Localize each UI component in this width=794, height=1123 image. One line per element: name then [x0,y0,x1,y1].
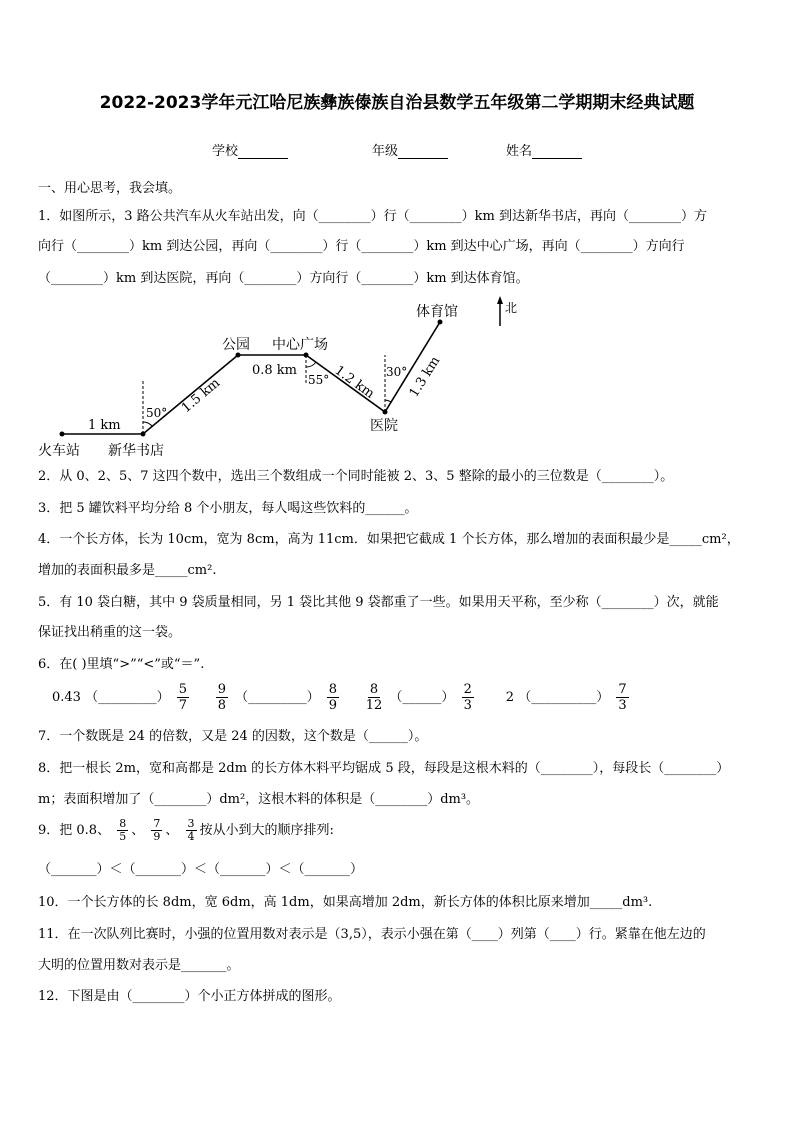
q5-line2: 保证找出稍重的这一袋。 [38,625,182,640]
angle-3: 30° [386,365,408,379]
q6-item4-blank[interactable]: （__________） [518,690,610,705]
q6-items [52,682,632,713]
q6-prompt: 6．在( )里填“>”“<”或“＝”. [38,657,205,672]
page-title: 2022-2023学年元江哈尼族彝族傣族自治县数学五年级第二学期期末经典试题 [99,93,695,113]
label-bookstore: 新华书店 [108,443,164,459]
q6-item4-fraction: $\frac{7}{3}$ [618,682,627,713]
q1-line3: （________）km 到达医院，再向（________）方向行（________）km 到达体育馆。 [38,271,529,286]
q6-item3-fraction-right: $\frac{2}{3}$ [463,682,472,713]
q9-fraction-2: $\frac{7}{9}$ [153,817,161,843]
angle-1: 50° [146,406,168,420]
park-dot [236,353,241,358]
q8-line1: 8．把一根长 2m，宽和高都是 2dm 的长方体木料平均锯成 5 段，每段是这根木料的（________），每段长（________） [38,761,730,776]
section-heading: 一、用心思考，我会填。 [38,181,182,196]
school-blank[interactable] [238,146,288,159]
dist-1: 1 km [88,418,121,433]
label-stadium: 体育馆 [416,304,458,320]
label-north: 北 [505,301,518,315]
label-hospital: 医院 [370,418,398,434]
train-station-dot [60,432,65,437]
q4-line1: 4．一个长方体，长为 10cm，宽为 8cm，高为 11cm．如果把它截成 1 个长方体，那么增加的表面积最少是_____cm²， [38,532,740,547]
angle-arc-2 [306,362,316,367]
q9-answer[interactable]: （_______）＜（_______）＜（_______）＜（_______） [38,862,364,877]
label-park: 公园 [222,337,250,353]
q5-line1: 5．有 10 袋白糖，其中 9 袋质量相同，另 1 袋比其他 9 袋都重了一些。如果用天平称，至少称（________）次，就能 [38,595,719,610]
name-field: 姓名 [506,140,582,159]
q6-item2-fraction-left: $\frac{9}{8}$ [217,682,226,713]
dist-3: 0.8 km [252,363,298,378]
label-train-station: 火车站 [38,443,80,459]
angle-arc-3 [385,400,391,402]
q12: 12．下图是由（________）个小正方体拼成的图形。 [38,989,341,1004]
q1-line1: 1．如图所示，3 路公共汽车从火车站出发，向（________）行（________）km 到达新华书店，再向（________）方 [38,209,708,224]
name-blank[interactable] [532,146,582,159]
q8-line2: m；表面积增加了（________）dm²，这根木料的体积是（________）dm³。 [38,792,480,807]
q3: 3．把 5 罐饮料平均分给 8 个小朋友，每人喝这些饮料的______。 [38,501,418,516]
q6-item2-fraction-right: $\frac{8}{9}$ [328,682,338,713]
q6-item2-blank[interactable]: （_________） [235,690,320,705]
angle-arc-1 [143,422,152,426]
q9-fraction-1: $\frac{8}{5}$ [119,817,127,843]
q9-prompt: 9．把 0.8、 $\frac{8}{5}$ 、 $\frac{7}{9}$ 、 $\frac{3}{4}$ 按从小到大的顺序排列: [38,817,334,843]
q6-item3-blank[interactable]: （______） [389,690,455,705]
dist-2: 1.5 km [178,375,224,417]
stadium-dot [438,320,443,325]
angle-2: 55° [308,373,330,387]
grade-blank[interactable] [398,146,448,159]
q6-item1-blank[interactable]: （_________） [85,690,170,705]
q6-item4-left: 2 [505,690,515,705]
q6-item1-fraction: $\frac{5}{7}$ [178,682,188,713]
q10: 10．一个长方体的长 8dm，宽 6dm，高 1dm，如果高增加 2dm，新长方体的体积比原来增加_____dm³. [38,895,653,910]
dist-5: 1.3 km [406,353,444,401]
grade-field: 年级 [372,140,448,159]
label-center: 中心广场 [272,337,328,353]
dist-4: 1.2 km [331,363,377,402]
q11-line2: 大明的位置用数对表示是_______。 [38,958,240,973]
q6-item3-fraction-left: $\frac{8}{12}$ [365,682,383,713]
school-field: 学校 [212,140,288,159]
north-arrow-head [497,296,503,304]
route-map [0,290,794,465]
q11-line1: 11．在一次队列比赛时，小强的位置用数对表示是（3,5），表示小强在第（____）列第（____）行。紧靠在他左边的 [38,927,706,942]
q2: 2．从 0、2、5、7 这四个数中，选出三个数组成一个同时能被 2、3、5 整除的最小的三位数是（________）。 [38,469,674,484]
q6-item1-left: 0.43 [52,690,81,705]
q9-fraction-3: $\frac{3}{4}$ [187,817,195,843]
q7: 7．一个数既是 24 的倍数，又是 24 的因数，这个数是（______）。 [38,729,428,744]
q4-line2: 增加的表面积最多是_____cm². [38,563,217,578]
q1-line2: 向行（________）km 到达公园，再向（________）行（________）km 到达中心广场，再向（________）方向行 [38,239,685,254]
